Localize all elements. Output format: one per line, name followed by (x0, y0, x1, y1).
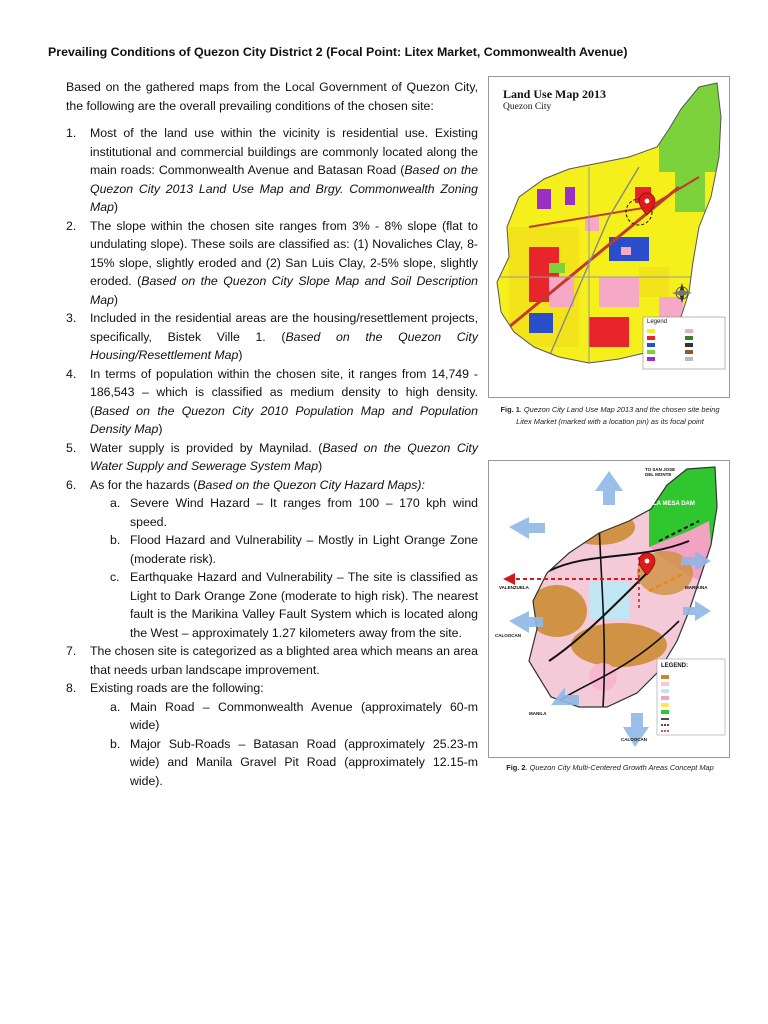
map-place-label: MARIKINA (685, 585, 708, 590)
figure-2-text: . Quezon City Multi-Centered Growth Areas Concept Map (525, 763, 714, 772)
list-reference: Based on the Quezon City Hazard Maps): (197, 477, 425, 492)
map-place-label: CALOOCAN (621, 737, 647, 742)
list-item (66, 679, 478, 698)
map-place-label: TO SAN JOSE DEL MONTE (645, 467, 676, 477)
list-number: 7. (66, 644, 77, 658)
list-item (66, 642, 478, 679)
list-item (66, 439, 478, 476)
list-close: ) (113, 292, 119, 307)
land-use-map (489, 77, 729, 397)
sublist-item (66, 735, 478, 791)
figure-1-label: Fig. 1 (500, 405, 520, 414)
list-number: 1. (66, 126, 77, 140)
sublist-letter: b. (110, 736, 121, 751)
sublist-text: Major Sub-Roads – Batasan Road (approximately 25.23-m wide) and Manila Gravel Pit Road (approximately 12.15-m wide). (130, 736, 478, 788)
list-reference: Based on the Quezon City 2010 Population Map and Population Density Map (90, 403, 478, 436)
sublist-text: Main Road – Commonwealth Avenue (approximately 60-m wide) (130, 699, 478, 732)
list-reference: Based on the Quezon City Slope Map and Soil Description Map (90, 274, 478, 307)
intro-paragraph: Based on the gathered maps from the Local Government of Quezon City, the following are the overall prevailing conditions of the chosen site: (66, 80, 478, 113)
list-text: In terms of population within the chosen site, it ranges from 14,749 - 186,543 – which is classified as medium density to high density. ( (90, 366, 478, 418)
sublist-text: Earthquake Hazard and Vulnerability – The site is classified as Light to Dark Orange Zone (moderate to high risk). The nearest fault is the Marikina Valley Fault System which is located along the West – approximately 1.27 kilometers away from the site. (130, 570, 478, 640)
sublist-letter: a. (110, 496, 121, 510)
list-text: As for the hazards ( (90, 477, 198, 492)
list-reference: Based on the Quezon City Water Supply and Sewerage System Map (90, 440, 478, 473)
list-text: Water supply is provided by Maynilad. ( (90, 440, 323, 455)
list-reference: Based on the Quezon City Housing/Resettlement Map (90, 329, 478, 362)
sublist-letter: c. (110, 570, 120, 584)
list-close: ) (238, 348, 243, 362)
list-item (66, 476, 478, 495)
list-item (66, 309, 478, 365)
list-text: Included in the residential areas are the housing/resettlement projects, specifically, Bistek Ville 1. ( (90, 311, 478, 344)
list-text: The slope within the chosen site ranges from 3% - 8% slope (flat to undulating slope). These soils are classified as: (1) Novaliches Clay, 8-15% slope, slightly eroded and (2) San Luis Clay, 2-5% slope, slightly eroded. ( (90, 218, 478, 288)
sublist-letter: b. (110, 533, 121, 547)
list-close: ) (318, 459, 323, 473)
figure-1-text: . Quezon City Land Use Map 2013 and the chosen site being Litex Market (marked with a location pin) as its focal point (516, 405, 720, 426)
page-title: Prevailing Conditions of Quezon City District 2 (Focal Point: Litex Market, Commonwealth Avenue) (48, 45, 628, 59)
list-number: 5. (66, 440, 77, 455)
map-title: Land Use Map 2013 (503, 87, 607, 101)
body-text (66, 78, 478, 790)
map-subtitle: Quezon City (503, 102, 552, 112)
sublist-letter: a. (110, 699, 121, 714)
list-close: ) (158, 422, 163, 436)
list-number: 2. (66, 218, 77, 233)
map-place-label: LA MESA DAM (653, 501, 695, 507)
list-item (66, 217, 478, 310)
sublist-text: Severe Wind Hazard – It ranges from 100 – 170 kph wind speed. (130, 496, 478, 529)
list-text: Most of the land use within the vicinity is residential use. Existing institutional and commercial buildings are commonly located along the main roads: Commonwealth Avenue and Batasan Road ( (90, 126, 478, 177)
list-number: 4. (66, 366, 77, 381)
list-text: Existing roads are the following: (90, 681, 264, 695)
sublist-text: Flood Hazard and Vulnerability – Mostly in Light Orange Zone (moderate risk). (130, 533, 478, 566)
growth-areas-map-figure (488, 460, 730, 758)
list-text: The chosen site is categorized as a blighted area which means an area that needs urban landscape improvement. (90, 644, 478, 677)
land-use-map-figure (488, 76, 730, 398)
map-place-label: MANILA (529, 711, 547, 716)
legend-label: LEGEND: (661, 663, 688, 669)
legend-label: Legend (647, 319, 668, 325)
sublist-item (66, 531, 478, 568)
list-reference: Based on the Quezon City 2013 Land Use Map and Brgy. Commonwealth Zoning Map (90, 163, 478, 214)
list-number: 6. (66, 477, 77, 492)
sublist-item (66, 568, 478, 642)
list-item (66, 365, 478, 439)
figure-2-caption (492, 762, 728, 774)
sublist-item (66, 494, 478, 531)
map-place-label: CALOOCAN (495, 633, 521, 638)
map-place-label: VALENZUELA (499, 585, 529, 590)
list-close: ) (113, 200, 119, 214)
figure-1-caption (492, 404, 728, 428)
list-number: 3. (66, 311, 77, 325)
figure-2-label: Fig. 2 (506, 763, 526, 772)
list-number: 8. (66, 681, 77, 695)
concept-legend (657, 659, 725, 735)
list-item (66, 124, 478, 217)
sublist-item (66, 698, 478, 735)
